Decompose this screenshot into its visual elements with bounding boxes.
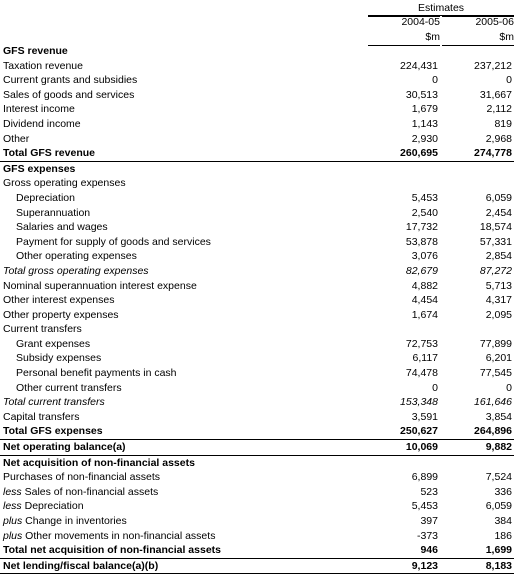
table-row [0, 514, 514, 529]
value-2005-06: 2,854 [485, 250, 512, 263]
value-2005-06: 4,317 [485, 294, 512, 307]
table-row [0, 206, 514, 221]
value-2004-05: 4,882 [411, 279, 438, 292]
value-2004-05: 5,453 [411, 191, 438, 204]
row-label-text: Total net acquisition of non-financial assets [3, 544, 221, 557]
row-label-text: Total gross operating expenses [3, 264, 149, 277]
row-label-text: Superannuation [16, 206, 91, 219]
row-label-text: Current transfers [3, 323, 82, 336]
table-row [0, 381, 514, 396]
value-2004-05: 0 [432, 74, 438, 87]
row-label [16, 381, 122, 396]
row-label-text: Depreciation [16, 191, 75, 204]
row-label [3, 132, 29, 147]
row-label [3, 410, 79, 425]
value-2004-05: 74,478 [405, 367, 438, 380]
row-label-text: Current grants and subsidies [3, 74, 138, 87]
table-row [0, 146, 514, 162]
value-2004-05: 6,117 [412, 352, 438, 365]
value-2004-05: 82,679 [405, 264, 438, 277]
value-2005-06: 18,574 [479, 221, 512, 234]
row-label-text: Personal benefit payments in cash [16, 367, 177, 380]
row-label [3, 440, 126, 455]
row-label [3, 395, 105, 410]
table-row [0, 395, 514, 410]
value-2004-05: 1,679 [411, 103, 438, 116]
value-2005-06: 2,112 [486, 103, 512, 116]
row-label [16, 235, 211, 250]
row-label-text: Dividend income [3, 117, 81, 130]
value-2005-06: 0 [506, 74, 512, 87]
table-row [0, 559, 514, 575]
row-label [3, 44, 68, 59]
value-2005-06: 384 [494, 515, 512, 527]
value-2004-05: 3,076 [411, 250, 438, 263]
table-row [0, 440, 514, 456]
row-label [3, 146, 95, 161]
row-label [3, 559, 158, 574]
value-2004-05: 397 [420, 515, 438, 527]
value-2004-05: 30,513 [405, 88, 438, 101]
value-2005-06: 3,854 [485, 410, 512, 423]
table-row [0, 73, 514, 88]
row-label-text: GFS expenses [3, 162, 76, 175]
value-2004-05: 6,899 [411, 471, 438, 484]
row-label-text: Taxation revenue [3, 59, 83, 72]
value-2004-05: 5,453 [411, 500, 438, 513]
row-label-text: Total current transfers [3, 396, 105, 409]
table-row [0, 424, 514, 440]
table-row [0, 456, 514, 471]
row-label-text: Total GFS revenue [3, 147, 95, 160]
row-label [16, 351, 101, 366]
row-label [3, 514, 127, 529]
row-label [16, 206, 90, 221]
value-2004-05: 3,591 [411, 410, 438, 423]
row-label-text: Net lending/fiscal balance(a)(b) [3, 559, 159, 572]
column-year-2005-06: 2005-06 [475, 16, 514, 28]
row-label-prefix: less [3, 485, 22, 498]
value-2005-06: 6,201 [485, 352, 512, 365]
table-row [0, 102, 514, 117]
row-label [3, 117, 81, 132]
row-label-prefix: plus [3, 515, 23, 527]
table-header [0, 0, 514, 45]
row-label-text: Subsidy expenses [16, 352, 102, 365]
table-row [0, 543, 514, 559]
value-2005-06: 1,699 [485, 544, 512, 557]
row-label-text: Total GFS expenses [3, 425, 103, 438]
row-label [16, 366, 177, 381]
row-label [3, 176, 126, 191]
table-row [0, 279, 514, 294]
value-2005-06: 264,896 [474, 425, 512, 438]
row-label [3, 499, 84, 514]
row-label [16, 191, 75, 206]
value-2005-06: 237,212 [474, 59, 512, 72]
row-label [3, 529, 215, 544]
value-2005-06: 274,778 [474, 147, 512, 160]
table-row [0, 485, 514, 500]
row-label-text: Other current transfers [16, 381, 122, 394]
row-label-text: Depreciation [21, 500, 84, 513]
row-label [16, 249, 137, 264]
value-2004-05: 2,930 [411, 132, 438, 145]
row-label [3, 293, 114, 308]
value-2005-06: 6,059 [485, 191, 512, 204]
value-2005-06: 5,713 [485, 279, 512, 292]
value-2005-06: 7,524 [485, 471, 512, 484]
table-row [0, 249, 514, 264]
row-label [3, 322, 82, 337]
value-2005-06: 2,454 [485, 206, 512, 219]
value-2004-05: 9,123 [411, 559, 438, 572]
table-row [0, 191, 514, 206]
row-label-text: Other interest expenses [3, 294, 115, 307]
row-label-text: Other [3, 132, 30, 145]
value-2005-06: 336 [494, 485, 512, 498]
table-row [0, 117, 514, 132]
row-label-text: Interest income [3, 103, 75, 116]
row-label [3, 485, 158, 500]
table-row [0, 410, 514, 425]
value-2004-05: 153,348 [400, 396, 438, 409]
value-2004-05: 72,753 [405, 337, 438, 350]
row-label-prefix: plus [3, 529, 23, 542]
row-label [3, 88, 134, 103]
table-row [0, 470, 514, 485]
table-body [0, 44, 514, 574]
value-2005-06: 2,095 [485, 308, 512, 321]
value-2005-06: 819 [494, 117, 512, 130]
column-unit-2005-06: $m [499, 31, 514, 43]
value-2004-05: 260,695 [400, 147, 438, 160]
row-label [16, 220, 108, 235]
row-label [3, 543, 221, 558]
row-label-text: Other movements in non-financial assets [22, 529, 216, 542]
row-label-text: Sales of non-financial assets [21, 485, 159, 498]
value-2005-06: 31,667 [479, 88, 512, 101]
value-2004-05: 946 [420, 544, 438, 557]
value-2004-05: 523 [420, 485, 438, 498]
row-label-text: Gross operating expenses [3, 177, 126, 190]
value-2005-06: 8,183 [485, 559, 512, 572]
value-2004-05: 4,454 [411, 294, 438, 307]
row-label [3, 264, 149, 279]
row-label-text: Change in inventories [22, 515, 127, 527]
value-2004-05: 1,143 [411, 117, 438, 130]
table-row [0, 499, 514, 514]
value-2005-06: 186 [494, 529, 512, 542]
row-label-text: Payment for supply of goods and services [16, 235, 211, 248]
table-row [0, 264, 514, 279]
table-row [0, 44, 514, 59]
table-row [0, 337, 514, 352]
value-2004-05: 250,627 [400, 425, 438, 438]
estimates-heading: Estimates [368, 1, 514, 16]
table-row [0, 235, 514, 250]
row-label-prefix: less [3, 500, 22, 513]
value-2005-06: 9,882 [485, 441, 512, 454]
value-2005-06: 87,272 [479, 264, 512, 277]
row-label [3, 279, 197, 294]
value-2004-05: 17,732 [405, 221, 438, 234]
row-label [3, 470, 160, 485]
row-label [3, 102, 75, 117]
row-label-text: Purchases of non-financial assets [3, 471, 161, 484]
value-2005-06: 77,545 [479, 367, 512, 380]
table-row [0, 132, 514, 147]
row-label-text: Other property expenses [3, 308, 119, 321]
table-row [0, 88, 514, 103]
row-label-text: GFS revenue [3, 45, 68, 57]
table-row [0, 322, 514, 337]
row-label [16, 337, 90, 352]
row-label-text: Net acquisition of non-financial assets [3, 456, 195, 469]
value-2004-05: 53,878 [405, 235, 438, 248]
table-row [0, 162, 514, 177]
row-label [3, 456, 195, 471]
row-label [3, 308, 119, 323]
table-row [0, 351, 514, 366]
row-label-text: Salaries and wages [16, 221, 108, 234]
row-label [3, 424, 103, 439]
row-label-text: Other operating expenses [16, 250, 137, 263]
row-label-text: Capital transfers [3, 410, 80, 423]
table-row [0, 308, 514, 323]
value-2005-06: 0 [506, 381, 512, 394]
row-label [3, 73, 137, 88]
table-row [0, 366, 514, 381]
table-row [0, 176, 514, 191]
value-2005-06: 6,059 [485, 500, 512, 513]
table-row [0, 220, 514, 235]
value-2005-06: 2,968 [485, 132, 512, 145]
column-unit-2004-05: $m [425, 31, 440, 43]
row-label-text: Sales of goods and services [3, 88, 135, 101]
row-label-text: Nominal superannuation interest expense [3, 279, 197, 292]
value-2004-05: -373 [416, 529, 438, 542]
value-2005-06: 57,331 [479, 235, 512, 248]
table-row [0, 59, 514, 74]
value-2005-06: 161,646 [474, 396, 512, 409]
row-label [3, 59, 83, 74]
value-2005-06: 77,899 [479, 337, 512, 350]
value-2004-05: 1,674 [411, 308, 438, 321]
row-label-text: Grant expenses [16, 337, 91, 350]
table-row [0, 529, 514, 544]
row-label [3, 162, 75, 177]
column-year-2004-05: 2004-05 [401, 16, 440, 28]
row-label-text: Net operating balance(a) [3, 441, 126, 454]
value-2004-05: 0 [432, 381, 438, 394]
value-2004-05: 224,431 [400, 59, 438, 72]
value-2004-05: 2,540 [411, 206, 438, 219]
table-row [0, 293, 514, 308]
value-2004-05: 10,069 [405, 441, 438, 454]
